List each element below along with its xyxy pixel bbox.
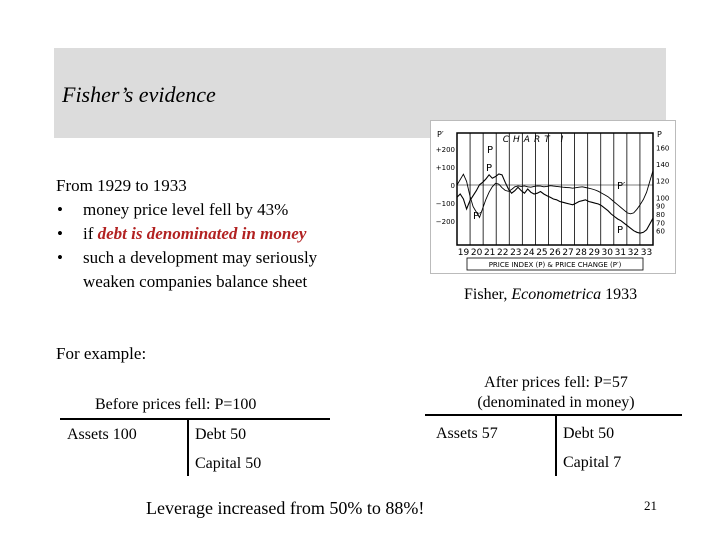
- before-capital: Capital 50: [195, 455, 262, 472]
- right-axis-title: P: [657, 130, 662, 139]
- example-label: For example:: [56, 344, 147, 363]
- figure-caption: [464, 286, 637, 304]
- year-tick-label: 27: [562, 248, 574, 258]
- before-label: Before prices fell: P=100: [95, 396, 257, 413]
- bullet-item: [56, 222, 317, 246]
- bullet-dot: •: [57, 248, 63, 267]
- series-label-p-prime: P′: [617, 181, 626, 192]
- right-axis-tick: 80: [656, 211, 665, 219]
- year-tick-label: 22: [497, 248, 509, 258]
- right-axis-tick: 160: [656, 144, 670, 153]
- year-tick-label: 29: [588, 248, 600, 258]
- fisher-chart-svg: [431, 121, 675, 273]
- bullet-text: such a development may seriously: [83, 248, 318, 267]
- year-tick-label: 30: [601, 248, 613, 258]
- right-axis-tick: 90: [656, 202, 665, 211]
- intro-text: From 1929 to 1933: [56, 176, 187, 195]
- year-tick-label: 21: [483, 248, 496, 258]
- series-label-p: P: [617, 225, 624, 236]
- caption-year: 1933: [601, 286, 638, 303]
- bullet-text: money price level fell by 43%: [83, 200, 289, 219]
- bullet-item: [56, 198, 317, 222]
- left-axis-title: P′: [437, 130, 444, 139]
- leverage-statement: Leverage increased from 50% to 88%!: [146, 498, 425, 518]
- year-tick-label: 26: [549, 248, 561, 258]
- after-debt: Debt 50: [563, 425, 615, 442]
- year-tick-label: 23: [510, 248, 522, 258]
- before-debt: Debt 50: [195, 426, 247, 443]
- before-balance-vline: [187, 420, 189, 476]
- bullet-highlight: debt is denominated in money: [97, 224, 307, 243]
- bullet-dot: •: [57, 200, 63, 219]
- after-label-line2: (denominated in money): [477, 394, 635, 411]
- right-axis-tick: 60: [656, 227, 665, 236]
- right-axis-tick: 100: [656, 194, 670, 203]
- year-tick-label: 32: [627, 248, 640, 258]
- bullet-text-continued: weaken companies balance sheet: [83, 272, 308, 291]
- bullet-dot: •: [57, 224, 63, 243]
- year-tick-label: 25: [536, 248, 548, 258]
- bullet-item: [56, 246, 317, 294]
- after-label-line1: After prices fell: P=57: [484, 374, 628, 391]
- after-assets: Assets 57: [436, 425, 498, 442]
- year-tick-label: 19: [457, 248, 470, 258]
- year-tick-label: 24: [523, 248, 535, 258]
- before-balance-hline: [60, 418, 330, 420]
- chart-footer: PRICE INDEX (P) & PRICE CHANGE (P′): [488, 261, 622, 269]
- year-tick-label: 28: [575, 248, 587, 258]
- fisher-chart-figure: [430, 120, 676, 274]
- page-number: 21: [644, 498, 657, 513]
- left-axis-tick: 0: [450, 182, 455, 190]
- caption-author: Fisher,: [464, 286, 512, 303]
- bullet-text: if: [83, 224, 98, 243]
- right-axis-tick: 120: [656, 177, 670, 186]
- series-label-p-prime: P′: [473, 211, 482, 222]
- year-tick-label: 33: [640, 248, 653, 258]
- intro-block: [56, 174, 317, 294]
- year-tick-label: 31: [614, 248, 627, 258]
- bullet-list: [56, 198, 317, 294]
- caption-journal: Econometrica: [511, 286, 602, 303]
- left-axis-tick: +200: [435, 146, 455, 154]
- before-assets: Assets 100: [67, 426, 137, 443]
- left-axis-tick: −200: [435, 218, 455, 226]
- right-axis-tick: 70: [656, 219, 665, 228]
- series-label-p: P: [487, 145, 494, 156]
- slide-title: Fisher’s evidence: [62, 82, 216, 107]
- after-label: [466, 373, 646, 413]
- left-axis-tick: +100: [435, 164, 455, 172]
- left-axis-tick: −100: [435, 200, 455, 208]
- right-axis-tick: 140: [656, 161, 670, 169]
- year-tick-label: 20: [470, 248, 483, 258]
- after-balance-hline: [425, 414, 682, 416]
- series-label-p: P: [486, 163, 493, 174]
- chart-header: CHART I: [502, 135, 568, 145]
- after-capital: Capital 7: [563, 454, 622, 471]
- after-balance-vline: [555, 416, 557, 476]
